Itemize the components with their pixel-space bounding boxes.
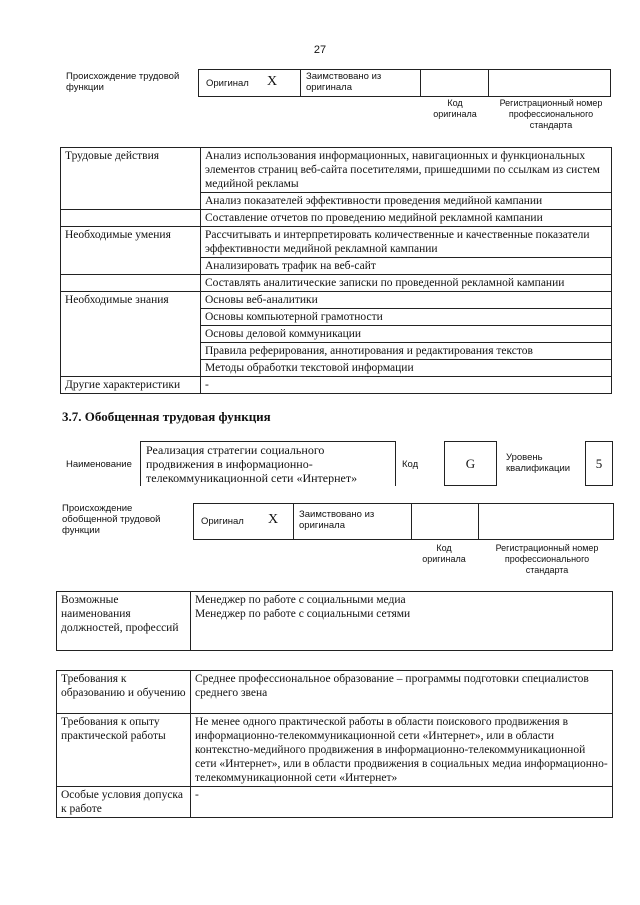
- labor-action-item: Анализ показателей эффективности проведения медийной кампании: [201, 193, 612, 210]
- code-original-caption: Код оригинала: [433, 98, 477, 119]
- reg-number2-cell: [478, 503, 614, 540]
- reg-number-cell: [488, 69, 611, 97]
- section-heading: 3.7. Обобщенная трудовая функция: [62, 409, 271, 424]
- positions-label: Возможные наименования должностей, профессий: [57, 592, 191, 651]
- knowledge-item: Основы деловой коммуникации: [201, 326, 612, 343]
- original2-mark: X: [268, 512, 279, 527]
- labor-actions-label: Трудовые действия: [61, 148, 201, 193]
- knowledge-item: Методы обработки текстовой информации: [201, 360, 612, 377]
- education-label: Требования к образованию и обучению: [57, 671, 191, 714]
- experience-label: Требования к опыту практической работы: [57, 714, 191, 787]
- knowledge-item: Правила реферирования, аннотирования и редактирования текстов: [201, 343, 612, 360]
- code-value: G: [444, 441, 497, 486]
- code-label: Код: [402, 459, 419, 470]
- knowledge-label: Необходимые знания: [61, 292, 201, 309]
- original-label: Оригинал: [206, 78, 249, 89]
- reg-number-caption: Регистрационный номер профессионального стандарта: [499, 98, 603, 130]
- other-characteristics-value: -: [201, 377, 612, 394]
- labor-action-item: Анализ использования информационных, навигационных и функциональных элементов страниц веб-сайта посетителями, пришедшими по ссылкам из систем медийной рекламы: [201, 148, 612, 193]
- knowledge-item: Основы компьютерной грамотности: [201, 309, 612, 326]
- origin-label: Происхождение трудовой функции: [66, 71, 180, 93]
- original2-cell: [193, 503, 294, 540]
- positions-table: [56, 591, 613, 651]
- labor-action-item: Составление отчетов по проведению медийной рекламной кампании: [201, 210, 612, 227]
- skills-label: Необходимые умения: [61, 227, 201, 258]
- knowledge-item: Основы веб-аналитики: [201, 292, 612, 309]
- education-value: Среднее профессиональное образование – программы подготовки специалистов среднего звена: [191, 671, 613, 714]
- original-mark: X: [267, 74, 278, 89]
- requirements-table: [56, 670, 613, 818]
- page-number: 27: [313, 44, 327, 56]
- special-conditions-label: Особые условия допуска к работе: [57, 787, 191, 818]
- borrowed2-cell: Заимствовано из оригинала: [293, 503, 412, 540]
- code-original-cell: [420, 69, 489, 97]
- skill-item: Рассчитывать и интерпретировать количественные и качественные показатели эффективности медийной рекламной кампании: [201, 227, 612, 258]
- origin2-label: Происхождение обобщенной трудовой функции: [62, 503, 161, 536]
- original2-label: Оригинал: [201, 516, 244, 527]
- code-original2-cell: [411, 503, 479, 540]
- skill-item: Составлять аналитические записки по проведенной рекламной кампании: [201, 275, 612, 292]
- experience-value: Не менее одного практической работы в области поискового продвижения в информационно-телекоммуникационной сети «Интернет», или в области контекстно-медийного продвижения в информационно-телекоммуникационной сети «Интернет», или в области продвижения в социальных медиа информационно-телекоммуникационной сети «Интернет»: [191, 714, 613, 787]
- level-value: 5: [585, 441, 613, 486]
- name-value: Реализация стратегии социального продвижения в информационно-телекоммуникационной сети «Интернет»: [140, 441, 396, 486]
- borrowed-cell: Заимствовано из оригинала: [300, 69, 421, 97]
- other-characteristics-label: Другие характеристики: [61, 377, 201, 394]
- skill-item: Анализировать трафик на веб-сайт: [201, 258, 612, 275]
- position-item: Менеджер по работе с социальными сетями: [195, 608, 411, 620]
- reg-number2-caption: Регистрационный номер профессионального стандарта: [495, 543, 599, 575]
- positions-list: [191, 592, 613, 651]
- original-cell: [198, 69, 301, 97]
- labor-function-table: [60, 147, 612, 394]
- code-original2-caption: Код оригинала: [422, 543, 466, 564]
- name-label: Наименование: [66, 459, 132, 470]
- special-conditions-value: -: [191, 787, 613, 818]
- level-label: Уровень квалификации: [506, 452, 571, 474]
- position-item: Менеджер по работе с социальными медиа: [195, 594, 406, 606]
